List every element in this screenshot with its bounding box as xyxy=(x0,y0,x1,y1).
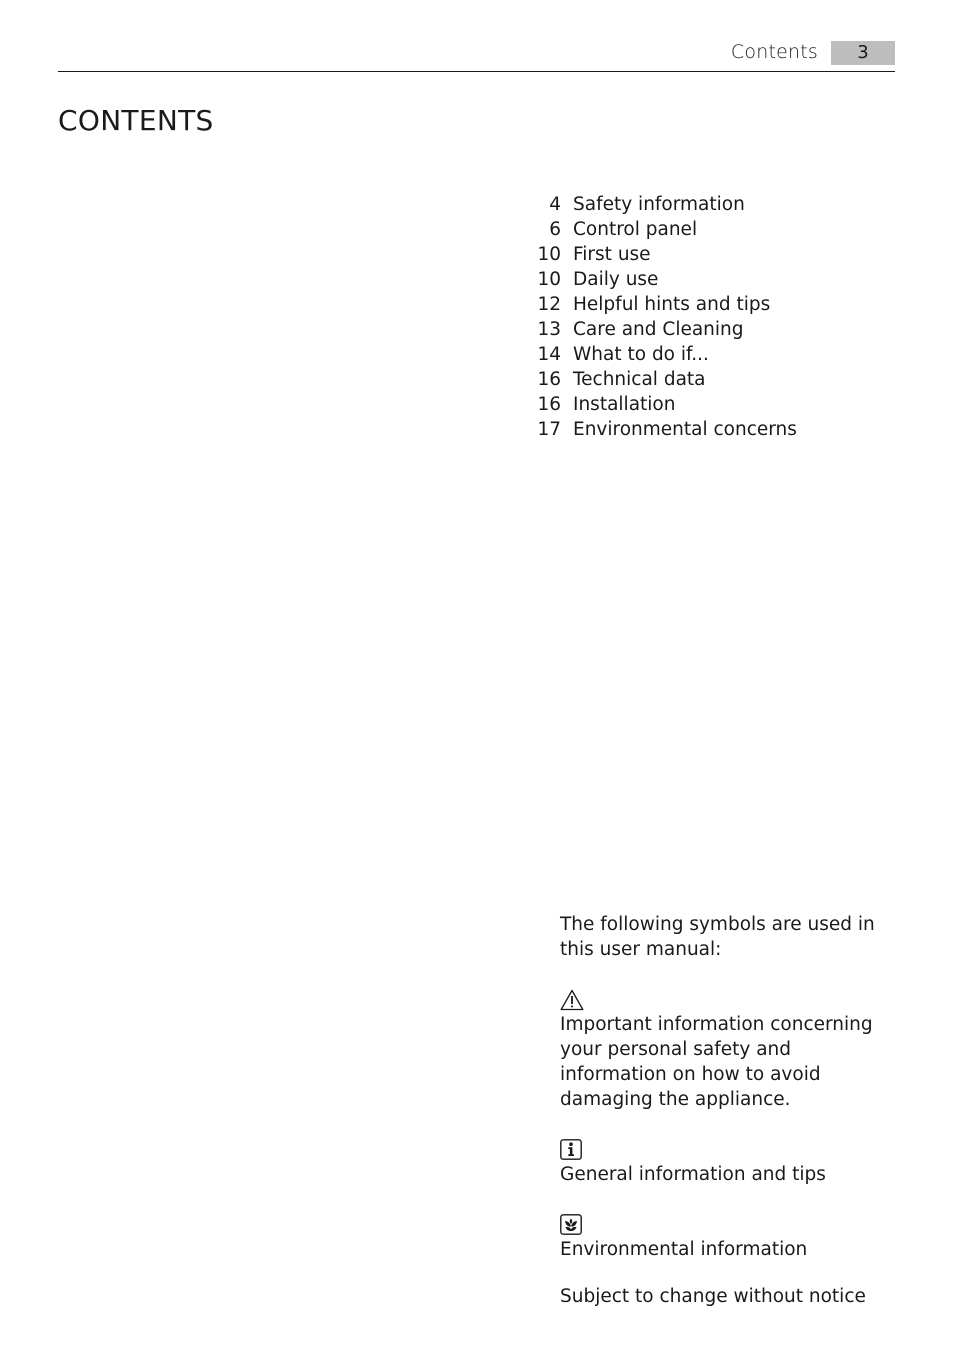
toc-page-number: 13 xyxy=(537,319,561,340)
symbols-legend xyxy=(560,912,900,1309)
toc-label: What to do if... xyxy=(573,344,709,365)
page-header xyxy=(58,40,895,72)
toc-label: Helpful hints and tips xyxy=(573,294,771,315)
toc-item[interactable] xyxy=(530,242,797,267)
symbols-intro: The following symbols are used in this user manual: xyxy=(560,914,875,960)
toc-page-number: 17 xyxy=(537,419,561,440)
toc-item[interactable] xyxy=(530,367,797,392)
toc-label: First use xyxy=(573,244,651,265)
toc-page-number: 16 xyxy=(537,394,561,415)
toc-item[interactable] xyxy=(530,392,797,417)
toc-item[interactable] xyxy=(530,192,797,217)
change-notice: Subject to change without notice xyxy=(560,1286,866,1307)
toc-page-number: 12 xyxy=(537,294,561,315)
toc-label: Care and Cleaning xyxy=(573,319,744,340)
page-title: CONTENTS xyxy=(58,104,214,137)
toc-page-number: 10 xyxy=(537,269,561,290)
toc-item[interactable] xyxy=(530,267,797,292)
warning-triangle-icon xyxy=(560,987,900,1012)
toc-item[interactable] xyxy=(530,217,797,242)
toc-page-number: 10 xyxy=(537,244,561,265)
environment-icon xyxy=(560,1212,900,1237)
table-of-contents xyxy=(530,192,797,442)
toc-item[interactable] xyxy=(530,417,797,442)
page-number: 3 xyxy=(831,41,895,65)
environment-text: Environmental information xyxy=(560,1239,808,1260)
toc-label: Control panel xyxy=(573,219,698,240)
header-section-label: Contents xyxy=(730,41,818,63)
toc-page-number: 4 xyxy=(549,194,561,215)
toc-item[interactable] xyxy=(530,292,797,317)
toc-page-number: 14 xyxy=(537,344,561,365)
toc-page-number: 16 xyxy=(537,369,561,390)
warning-text: Important information concerning your personal safety and information on how to avoid damaging the appliance. xyxy=(560,1014,873,1110)
toc-label: Daily use xyxy=(573,269,659,290)
toc-label: Safety information xyxy=(573,194,745,215)
toc-item[interactable] xyxy=(530,317,797,342)
toc-label: Technical data xyxy=(573,369,706,390)
toc-item[interactable] xyxy=(530,342,797,367)
toc-page-number: 6 xyxy=(549,219,561,240)
toc-label: Environmental concerns xyxy=(573,419,797,440)
toc-label: Installation xyxy=(573,394,676,415)
info-icon xyxy=(560,1137,900,1162)
info-text: General information and tips xyxy=(560,1164,826,1185)
